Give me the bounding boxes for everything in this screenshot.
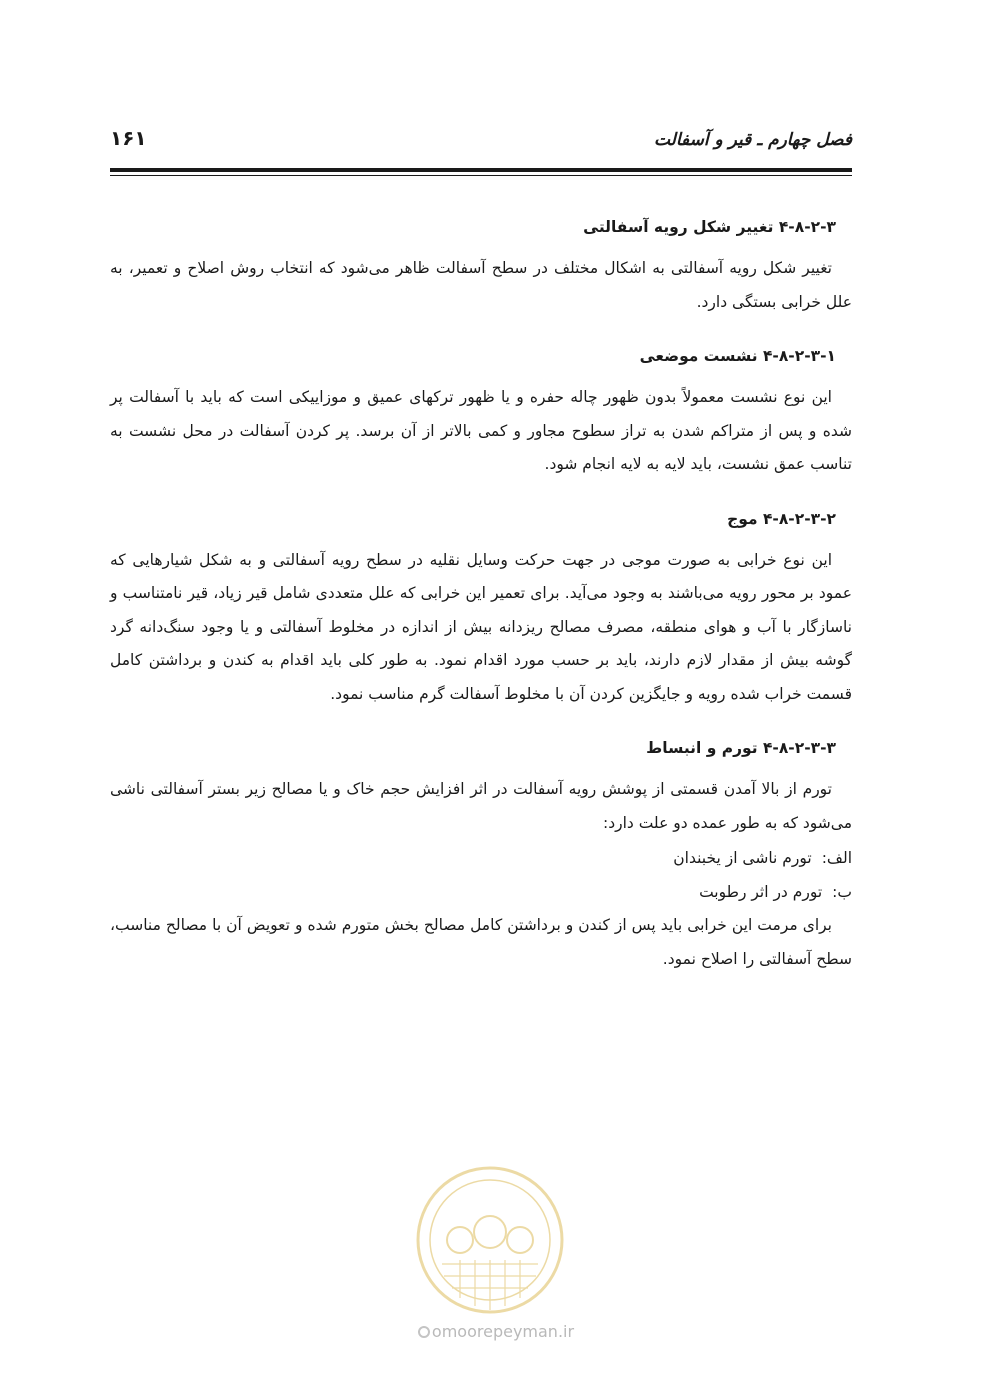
paragraph: این نوع نشست معمولاً بدون ظهور چاله حفره و یا ظهور ترکهای عمیق و موزاییکی است که باید با آسفالت پر شده و پس از متراکم شدن به تراز سطوح مجاور و کمی بالاتر از آن برسد. پر کردن آسفالت در محل نشست به تناسب عمق نشست، باید لایه به لایه انجام شود.	[110, 388, 852, 473]
page-body	[110, 212, 852, 998]
page-number: ۱۶۱	[110, 126, 147, 150]
chapter-title: فصل چهارم ـ قیر و آسفالت	[653, 130, 852, 150]
at-icon	[418, 1326, 430, 1338]
list-item-text: تورم ناشی از یخبندان	[673, 849, 812, 867]
section-heading: ۴-۸-۲-۳-۲ موج	[727, 509, 836, 528]
paragraph: برای مرمت این خرابی باید پس از کندن و برداشتن کامل مصالح بخش متورم شده و تعویض آن با مصالح مناسب، سطح آسفالتی را اصلاح نمود.	[110, 916, 852, 968]
list-item	[110, 842, 852, 876]
section-heading: ۴-۸-۲-۳-۳ تورم و انبساط	[646, 739, 836, 757]
watermark-text: omoorepeyman.ir	[431, 1322, 575, 1341]
section-heading: ۴-۸-۲-۳ تغییر شکل رویه آسفالتی	[583, 218, 836, 236]
header-rule-thin	[110, 175, 852, 176]
watermark	[0, 1322, 992, 1341]
list-item	[110, 876, 852, 910]
paragraph: تغییر شکل رویه آسفالتی به اشکال مختلف در سطح آسفالت ظاهر می‌شود که انتخاب روش اصلاح و تعمیر، به علل خرابی بستگی دارد.	[110, 259, 852, 311]
page-header	[110, 126, 852, 160]
paragraph: این نوع خرابی به صورت موجی در جهت حرکت وسایل نقلیه در سطح رویه آسفالتی و به شکل شیارهایی که عمود بر محور رویه می‌باشند به وجود می‌آید. برای تعمیر این خرابی که علل متعددی شامل قیر زیاد، قیر نامتناسب و ناسازگار با آب و هوای منطقه، مصرف مصالح ریزدانه بیش از اندازه در مخلوط آسفالتی و یا وجود سنگ‌دانه گرد گوشه بیش از مقدار لازم دارند، باید بر حسب مورد اقدام نمود. به طور کلی باید اقدام به کندن و برداشتن کامل قسمت خراب شده رویه و جایگزین کردن آن با مخلوط آسفالت گرم مناسب نمود.	[110, 550, 852, 703]
list-item-text: تورم در اثر رطوبت	[699, 882, 823, 901]
section-heading: ۴-۸-۲-۳-۱ نشست موضعی	[639, 347, 836, 365]
paragraph: تورم از بالا آمدن قسمتی از پوشش رویه آسفالت در اثر افزایش حجم خاک و یا مصالح زیر بستر آسفالتی ناشی می‌شود که به طور عمده دو علت دارد:	[110, 780, 852, 832]
header-rule-thick	[110, 168, 852, 172]
list-item-label: الف:	[821, 849, 852, 867]
list-item-label: ب:	[832, 882, 852, 901]
watermark-emblem	[390, 1160, 590, 1320]
